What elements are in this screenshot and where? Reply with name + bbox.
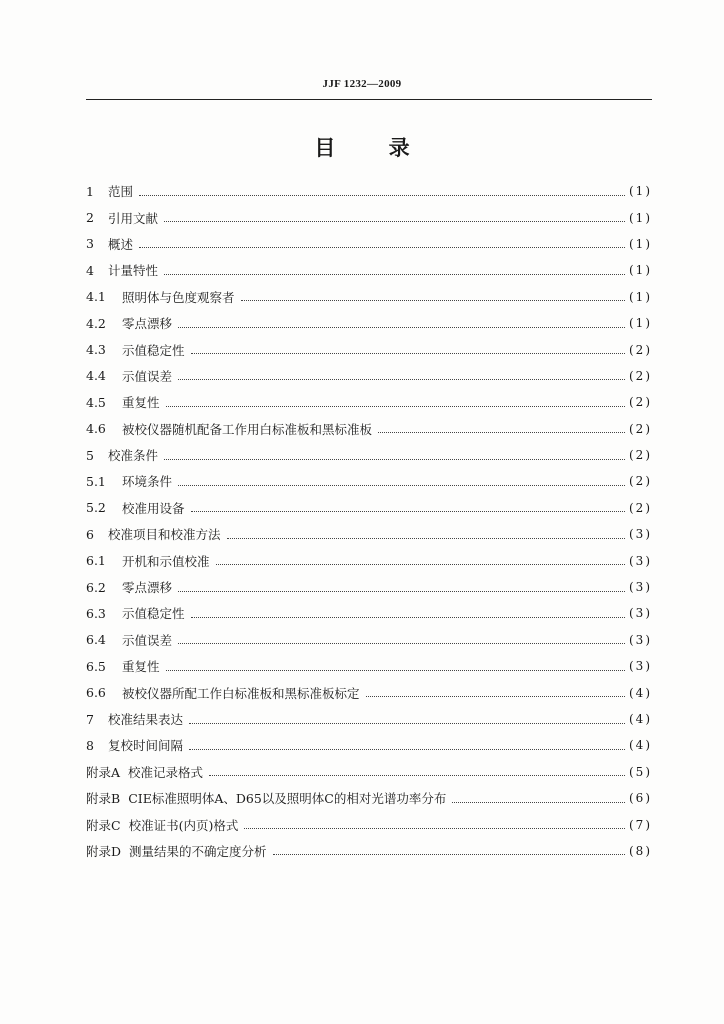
toc-leader-dots bbox=[241, 300, 625, 301]
toc-entry bbox=[86, 521, 652, 547]
toc-entry bbox=[86, 336, 652, 362]
toc-entry-number: 6.4 bbox=[86, 632, 106, 648]
toc-entry-number: 4.6 bbox=[86, 421, 106, 437]
toc-entry bbox=[86, 416, 652, 442]
toc-entry-number: 6.6 bbox=[86, 685, 106, 701]
toc-leader-dots bbox=[216, 564, 625, 565]
toc-entry-page: (3) bbox=[629, 580, 652, 595]
toc-entry-label: 测量结果的不确定度分析 bbox=[129, 843, 267, 859]
toc-entry-page: (1) bbox=[629, 210, 652, 225]
toc-entry-label: 校准记录格式 bbox=[128, 764, 204, 780]
toc-entry bbox=[86, 732, 652, 758]
toc-entry bbox=[86, 653, 652, 679]
toc-entry-label: 引用文献 bbox=[108, 210, 159, 226]
toc-leader-dots bbox=[244, 828, 625, 829]
toc-entry-label: 概述 bbox=[108, 236, 134, 252]
toc-entry-label: 示值误差 bbox=[122, 368, 173, 384]
toc-entry bbox=[86, 759, 652, 785]
toc-leader-dots bbox=[366, 696, 625, 697]
toc-entry bbox=[86, 389, 652, 415]
toc-leader-dots bbox=[378, 432, 625, 433]
toc-entry-page: (1) bbox=[629, 316, 652, 331]
toc-entry-page: (8) bbox=[629, 843, 652, 858]
toc-entry-number: 8 bbox=[86, 737, 94, 753]
toc-entry-page: (2) bbox=[629, 395, 652, 410]
toc-entry-label: 计量特性 bbox=[108, 263, 159, 279]
toc-entry-page: (2) bbox=[629, 368, 652, 383]
toc-entry-label: 重复性 bbox=[122, 395, 160, 411]
toc-leader-dots bbox=[452, 802, 625, 803]
toc-leader-dots bbox=[191, 511, 625, 512]
toc-entry bbox=[86, 600, 652, 626]
toc-entry-number: 5 bbox=[86, 447, 94, 463]
toc-leader-dots bbox=[139, 247, 625, 248]
toc-entry-label: 复校时间间隔 bbox=[108, 738, 184, 754]
toc-entry-page: (3) bbox=[629, 527, 652, 542]
toc-entry-page: (7) bbox=[629, 817, 652, 832]
toc-entry-label: 校准结果表达 bbox=[108, 712, 184, 727]
toc-entry bbox=[86, 178, 652, 204]
toc-entry-label: 零点漂移 bbox=[122, 580, 173, 596]
toc-entry-page: (2) bbox=[629, 448, 652, 463]
toc-leader-dots bbox=[209, 775, 625, 776]
toc-entry-page: (1) bbox=[629, 184, 652, 199]
toc-entry-number: 附录B bbox=[86, 791, 121, 807]
toc-entry-label: 校准证书(内页)格式 bbox=[128, 817, 239, 833]
toc-entry-label: 重复性 bbox=[122, 659, 160, 675]
toc-entry bbox=[86, 442, 652, 468]
toc-entry-label: 示值稳定性 bbox=[122, 606, 185, 622]
toc-leader-dots bbox=[178, 591, 625, 592]
toc-entry-number: 6.1 bbox=[86, 553, 106, 569]
toc-entry-label: 被校仪器随机配备工作用白标准板和黑标准板 bbox=[122, 421, 373, 437]
toc-leader-dots bbox=[178, 485, 625, 486]
toc-entry bbox=[86, 706, 652, 732]
toc-entry-number: 3 bbox=[86, 236, 94, 252]
toc-entry-label: CIE标准照明体A、D65以及照明体C的相对光谱功率分布 bbox=[128, 791, 447, 807]
toc-entry bbox=[86, 679, 652, 705]
toc-entry-page: (2) bbox=[629, 474, 652, 489]
toc-entry bbox=[86, 468, 652, 494]
toc-entry-page: (4) bbox=[629, 685, 652, 700]
toc-entry-number: 6.2 bbox=[86, 579, 106, 595]
toc-entry-number: 4.3 bbox=[86, 342, 106, 358]
toc-entry-number: 2 bbox=[86, 210, 94, 226]
toc-entry-page: (4) bbox=[629, 738, 652, 753]
toc-entry-page: (2) bbox=[629, 500, 652, 515]
toc-leader-dots bbox=[191, 353, 625, 354]
page-title: 目 录 bbox=[314, 136, 410, 160]
toc-entry-label: 零点漂移 bbox=[122, 316, 173, 332]
toc-entry-number: 5.2 bbox=[86, 500, 106, 516]
toc-entry-number: 附录C bbox=[86, 817, 121, 833]
toc-entry-label: 开机和示值校准 bbox=[122, 553, 210, 569]
toc-entry-label: 校准项目和校准方法 bbox=[108, 527, 221, 543]
toc-entry bbox=[86, 495, 652, 521]
toc-leader-dots bbox=[178, 379, 625, 380]
toc-leader-dots bbox=[164, 274, 625, 275]
toc-entry bbox=[86, 257, 652, 283]
toc-entry-label: 校准用设备 bbox=[122, 500, 185, 516]
toc-entry-label: 示值稳定性 bbox=[122, 342, 185, 358]
toc-entry-page: (1) bbox=[629, 289, 652, 304]
toc-entry-number: 4.4 bbox=[86, 368, 106, 384]
toc-entry bbox=[86, 310, 652, 336]
toc-entry-page: (3) bbox=[629, 553, 652, 568]
toc-entry-number: 4.1 bbox=[86, 289, 106, 305]
toc-entry bbox=[86, 284, 652, 310]
standard-code: JJF 1232—2009 bbox=[322, 78, 402, 90]
toc-entry-page: (3) bbox=[629, 659, 652, 674]
toc-leader-dots bbox=[164, 459, 625, 460]
toc-entry-label: 示值误差 bbox=[122, 632, 173, 648]
toc-leader-dots bbox=[166, 406, 625, 407]
toc-entry-number: 5.1 bbox=[86, 473, 106, 489]
toc-entry-page: (1) bbox=[629, 236, 652, 251]
toc-entry-page: (3) bbox=[629, 632, 652, 647]
toc-entry-label: 被校仪器所配工作白标准板和黑标准板标定 bbox=[122, 685, 360, 701]
toc-entry-number: 6.3 bbox=[86, 605, 106, 621]
toc-entry bbox=[86, 838, 652, 864]
toc-entry-page: (1) bbox=[629, 263, 652, 278]
toc-entry-number: 7 bbox=[86, 711, 94, 727]
toc-entry-number: 附录D bbox=[86, 843, 122, 859]
toc-entry bbox=[86, 547, 652, 573]
toc-entry-number: 1 bbox=[86, 183, 94, 199]
toc-entry-number: 4.2 bbox=[86, 315, 106, 331]
header-rule bbox=[86, 99, 652, 100]
toc-entry-label: 照明体与色度观察者 bbox=[122, 289, 235, 305]
toc-leader-dots bbox=[189, 749, 625, 750]
toc-leader-dots bbox=[166, 670, 625, 671]
toc-leader-dots bbox=[191, 617, 625, 618]
toc-leader-dots bbox=[178, 327, 625, 328]
toc-entry-page: (3) bbox=[629, 606, 652, 621]
toc-entry-page: (4) bbox=[629, 712, 652, 726]
toc-leader-dots bbox=[139, 195, 625, 196]
toc-entry-page: (2) bbox=[629, 421, 652, 436]
toc-entry bbox=[86, 627, 652, 653]
toc-entry-label: 环境条件 bbox=[122, 474, 173, 490]
toc-entry bbox=[86, 574, 652, 600]
toc-entry bbox=[86, 811, 652, 837]
toc-entry bbox=[86, 204, 652, 230]
toc-entry bbox=[86, 363, 652, 389]
toc-leader-dots bbox=[273, 854, 625, 855]
toc-leader-dots bbox=[227, 538, 625, 539]
toc-entry-page: (2) bbox=[629, 342, 652, 357]
toc-entry-page: (6) bbox=[629, 791, 652, 806]
toc-entry-number: 6.5 bbox=[86, 658, 106, 674]
toc-entry-label: 范围 bbox=[108, 184, 134, 200]
toc-entry-label: 校准条件 bbox=[108, 448, 159, 464]
toc-entry-number: 4 bbox=[86, 262, 94, 278]
toc-entry bbox=[86, 785, 652, 811]
toc-entry-number: 4.5 bbox=[86, 394, 106, 410]
toc-entry bbox=[86, 231, 652, 257]
toc-entry-number: 附录A bbox=[86, 764, 121, 780]
toc-leader-dots bbox=[164, 221, 625, 222]
toc-leader-dots bbox=[178, 643, 625, 644]
table-of-contents bbox=[86, 178, 652, 864]
toc-entry-number: 6 bbox=[86, 526, 94, 542]
toc-entry-page: (5) bbox=[629, 764, 652, 779]
toc-leader-dots bbox=[189, 723, 625, 724]
